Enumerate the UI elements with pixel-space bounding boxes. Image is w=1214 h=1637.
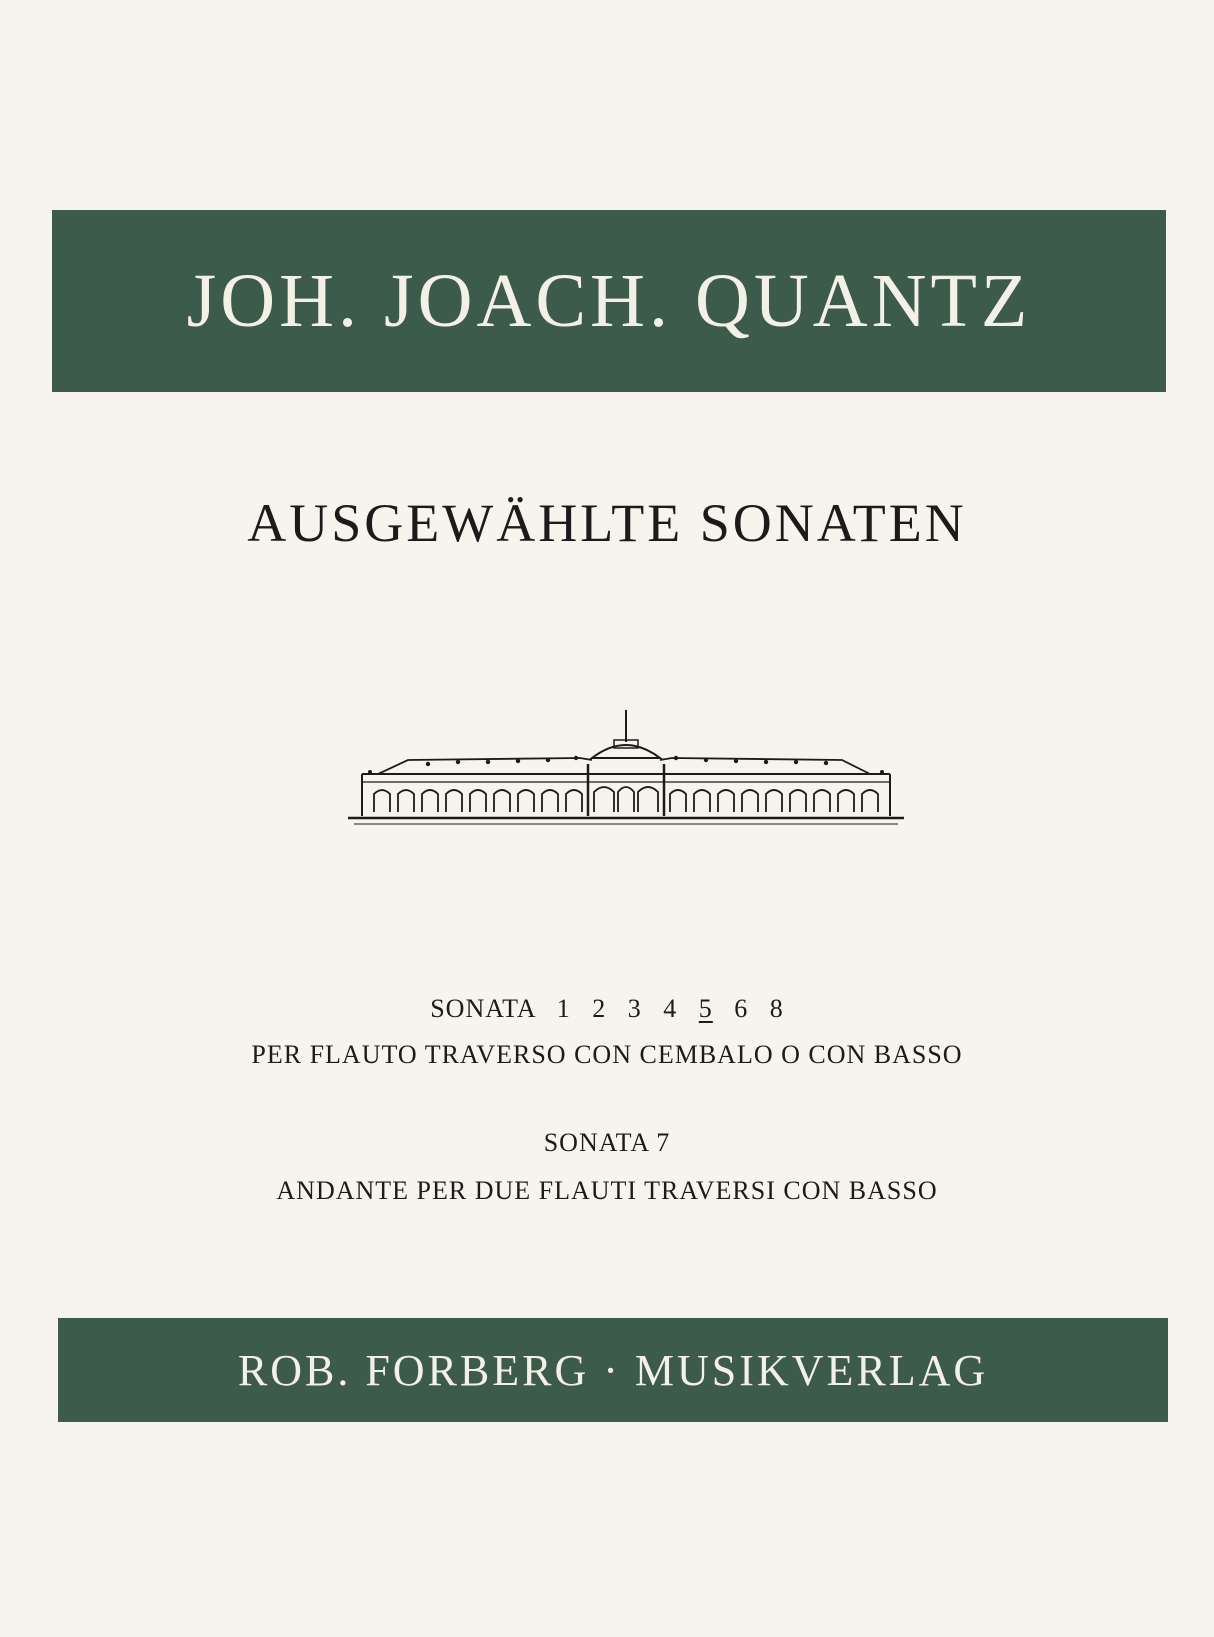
sonata-number: 4	[663, 994, 678, 1023]
composer-banner	[52, 210, 1166, 392]
sonata-number-list	[543, 994, 784, 1023]
sonata-number: 1	[556, 994, 571, 1023]
sonata-label: SONATA	[430, 994, 536, 1023]
sonata-7-label: SONATA 7	[543, 1128, 671, 1157]
sonata-7-instrumentation: ANDANTE PER DUE FLAUTI TRAVERSI CON BASSO	[276, 1176, 938, 1205]
palace-illustration	[348, 708, 904, 830]
sonata-number-underlined: 5	[698, 994, 713, 1023]
sonata-number: 2	[592, 994, 607, 1023]
sonata-number: 6	[734, 994, 749, 1023]
series-title: AUSGEWÄHLTE SONATEN	[247, 493, 967, 553]
sonata-numbers-line	[0, 994, 1214, 1024]
composer-name: JOH. JOACH. QUANTZ	[186, 258, 1032, 343]
publisher-banner	[58, 1318, 1168, 1422]
sonata-number: 3	[627, 994, 642, 1023]
publisher-name: ROB. FORBERG · MUSIKVERLAG	[237, 1345, 989, 1395]
sonata-number: 8	[769, 994, 784, 1023]
instrumentation-line: PER FLAUTO TRAVERSO CON CEMBALO O CON BASSO	[251, 1040, 963, 1069]
